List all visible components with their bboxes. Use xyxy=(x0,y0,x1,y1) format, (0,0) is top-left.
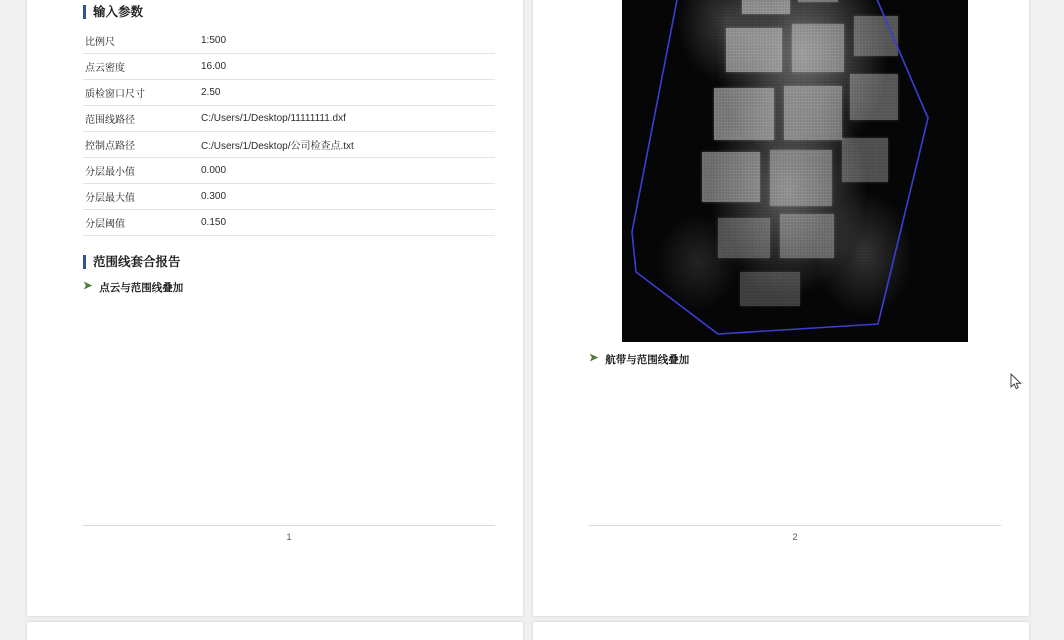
param-key: 比例尺 xyxy=(83,28,199,54)
document-page-3 xyxy=(27,622,523,640)
pointcloud-grain-layer xyxy=(622,0,968,342)
table-row xyxy=(83,28,495,54)
page-1-content xyxy=(83,0,495,616)
param-value: 16.00 xyxy=(199,54,495,80)
param-value: 0.150 xyxy=(199,210,495,236)
page-number: 1 xyxy=(286,532,292,542)
figure-caption-pointcloud-boundary xyxy=(83,280,495,295)
input-parameters-table xyxy=(83,28,495,236)
page-footer-1 xyxy=(83,525,495,542)
param-key: 范围线路径 xyxy=(83,106,199,132)
pointcloud-overlay-image xyxy=(622,0,968,342)
table-row xyxy=(83,210,495,236)
param-value: C:/Users/1/Desktop/11111111.dxf xyxy=(199,106,495,132)
param-value: 2.50 xyxy=(199,80,495,106)
table-row xyxy=(83,158,495,184)
page-2-content xyxy=(589,0,1001,616)
table-row xyxy=(83,54,495,80)
document-page-2 xyxy=(533,0,1029,616)
table-row xyxy=(83,106,495,132)
figure-caption-strip-boundary xyxy=(589,352,1001,367)
page-number: 2 xyxy=(792,532,798,542)
param-key: 点云密度 xyxy=(83,54,199,80)
page-footer-2 xyxy=(589,525,1001,542)
param-key: 分层最大值 xyxy=(83,184,199,210)
param-key: 分层最小值 xyxy=(83,158,199,184)
param-value: 1:500 xyxy=(199,28,495,54)
table-row xyxy=(83,132,495,158)
param-value: 0.000 xyxy=(199,158,495,184)
param-value: 0.300 xyxy=(199,184,495,210)
section-heading-input-params: 输入参数 xyxy=(83,4,495,20)
table-row xyxy=(83,184,495,210)
document-page-1 xyxy=(27,0,523,616)
param-value: C:/Users/1/Desktop/公司检查点.txt xyxy=(199,132,495,158)
caption-text: 航带与范围线叠加 xyxy=(605,354,690,366)
arrow-bullet-icon: ➤ xyxy=(589,352,599,364)
section-heading-boundary-report: 范围线套合报告 xyxy=(83,254,495,270)
param-key: 分层阈值 xyxy=(83,210,199,236)
figure-pointcloud-wrap xyxy=(589,0,1001,342)
document-page-4 xyxy=(533,622,1029,640)
table-row xyxy=(83,80,495,106)
param-key: 质检窗口尺寸 xyxy=(83,80,199,106)
arrow-bullet-icon: ➤ xyxy=(83,280,93,292)
param-key: 控制点路径 xyxy=(83,132,199,158)
caption-text: 点云与范围线叠加 xyxy=(99,282,184,294)
